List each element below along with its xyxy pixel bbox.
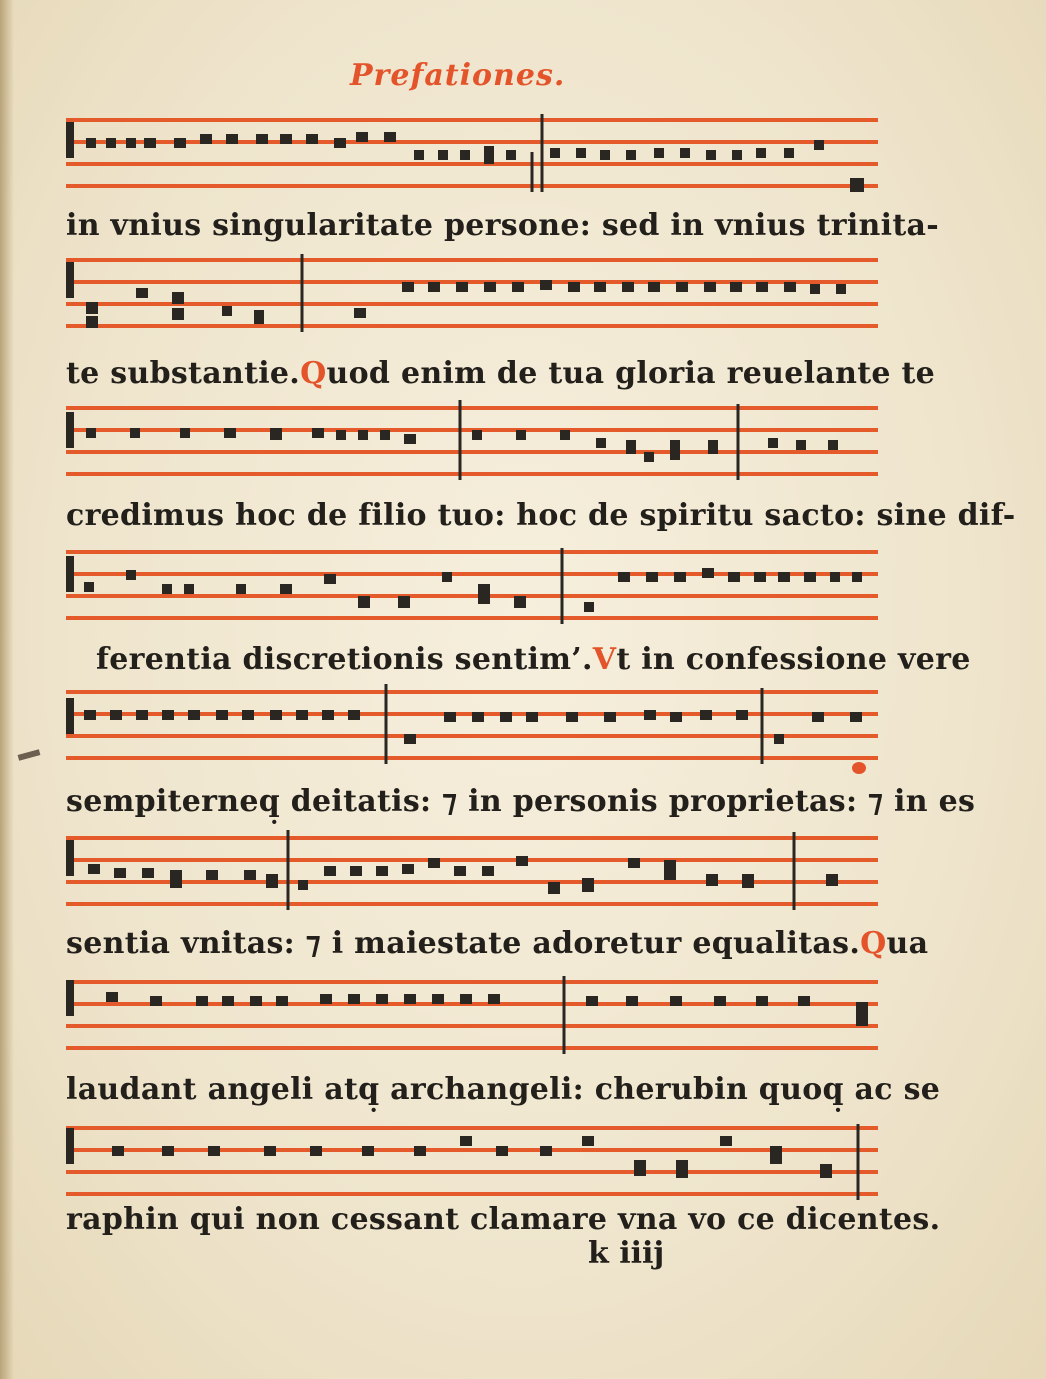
music-staff-2 bbox=[66, 252, 878, 332]
music-staff-3 bbox=[66, 400, 878, 480]
lyric-line-7: laudant angeli atq̣ archangeli: cherubin quoq̣ ac se bbox=[66, 1072, 941, 1107]
music-staff-4 bbox=[66, 544, 878, 624]
music-staff-6 bbox=[66, 830, 878, 910]
lyric-line-4 bbox=[96, 642, 971, 680]
lyric-line-1: in vnius singularitate persone: sed in vnius trinita- bbox=[66, 208, 939, 243]
signature-mark: k iiij bbox=[588, 1236, 665, 1271]
margin-mark bbox=[18, 749, 41, 760]
lyric-segment: sentia vnitas: ⁊ i maiestate adoretur equalitas. bbox=[66, 926, 861, 961]
lyric-segment: ferentia discretionis sentim’. bbox=[96, 642, 593, 677]
red-initial: V bbox=[592, 642, 617, 677]
red-initial: Q bbox=[300, 356, 327, 391]
music-staff-1 bbox=[66, 112, 878, 192]
red-initial: Q bbox=[860, 926, 887, 961]
lyric-segment: t in confessione vere bbox=[616, 642, 971, 677]
lyric-line-3: credimus hoc de filio tuo: hoc de spiritu sacto: sine dif- bbox=[66, 498, 1016, 533]
lyric-line-5: sempiterneq̣ deitatis: ⁊ in personis proprietas: ⁊ in es bbox=[66, 784, 976, 819]
page-edge-shadow bbox=[0, 0, 14, 1379]
lyric-line-8: raphin qui non cessant clamare vna vo ce dicentes. bbox=[66, 1202, 941, 1237]
lyric-segment: ua bbox=[886, 926, 929, 961]
music-staff-8 bbox=[66, 1120, 878, 1200]
lyric-line-6 bbox=[66, 926, 929, 964]
music-staff-5 bbox=[66, 684, 878, 764]
lyric-line-2 bbox=[66, 356, 936, 394]
running-head: Prefationes. bbox=[350, 58, 566, 93]
lyric-segment: te substantie. bbox=[66, 356, 301, 391]
rubric-dot bbox=[852, 762, 866, 774]
lyric-segment: uod enim de tua gloria reuelante te bbox=[326, 356, 936, 391]
music-staff-7 bbox=[66, 974, 878, 1054]
